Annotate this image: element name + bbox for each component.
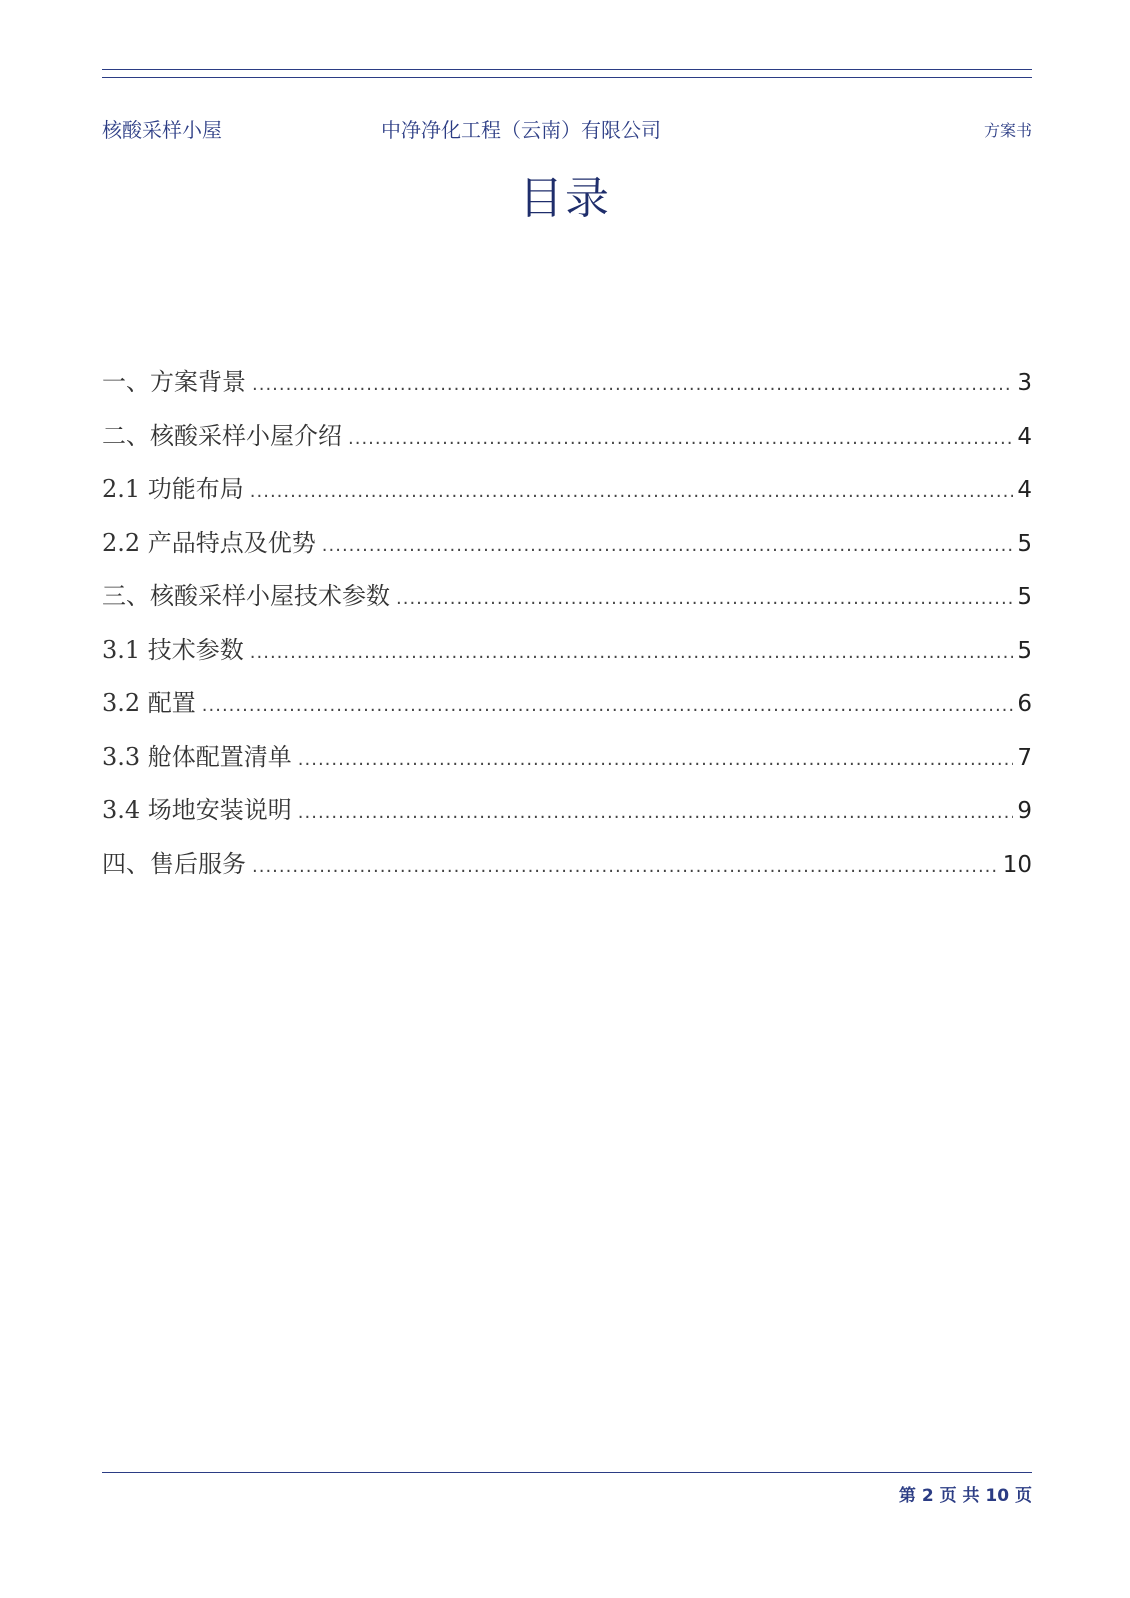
- table-of-contents: [102, 362, 1032, 897]
- toc-entry-7[interactable]: [102, 683, 1032, 737]
- toc-leader-dots: [252, 856, 999, 877]
- toc-entry-label: 2.2 产品特点及优势: [102, 528, 316, 557]
- toc-leader-dots: [298, 749, 1014, 770]
- header-company-name: 中净净化工程（云南）有限公司: [381, 118, 661, 142]
- toc-entry-label: 二、核酸采样小屋介绍: [102, 421, 342, 450]
- toc-entry-label: 一、方案背景: [102, 368, 246, 396]
- toc-entry-label: 3.2 配置: [102, 689, 196, 717]
- toc-leader-dots: [396, 588, 1013, 609]
- toc-entry-page: 5: [1017, 530, 1032, 557]
- toc-entry-2[interactable]: [102, 416, 1032, 470]
- toc-entry-1[interactable]: [102, 362, 1032, 416]
- toc-entry-page: 3: [1017, 370, 1032, 396]
- toc-leader-dots: [298, 802, 1014, 823]
- page-title: 目录: [519, 173, 611, 224]
- toc-entry-label: 3.4 场地安装说明: [102, 796, 292, 824]
- toc-entry-label: 2.1 功能布局: [102, 475, 244, 503]
- toc-entry-10[interactable]: [102, 844, 1032, 898]
- toc-leader-dots: [252, 374, 1013, 395]
- toc-leader-dots: [250, 642, 1014, 663]
- toc-entry-page: 7: [1017, 744, 1032, 771]
- header-left-title: 核酸采样小屋: [102, 118, 222, 142]
- toc-entry-label: 四、售后服务: [102, 849, 246, 878]
- toc-entry-label: 三、核酸采样小屋技术参数: [102, 582, 390, 610]
- header-doc-type: 方案书: [983, 121, 1032, 140]
- toc-leader-dots: [348, 428, 1013, 449]
- header-rule-bottom: [102, 77, 1032, 78]
- toc-entry-8[interactable]: [102, 737, 1032, 791]
- toc-entry-page: 5: [1017, 584, 1032, 610]
- toc-leader-dots: [202, 695, 1014, 716]
- toc-entry-6[interactable]: [102, 630, 1032, 684]
- footer-rule: [102, 1472, 1032, 1473]
- toc-leader-dots: [250, 481, 1014, 502]
- toc-entry-page: 5: [1017, 637, 1032, 664]
- toc-entry-page: 4: [1017, 477, 1032, 503]
- toc-entry-4[interactable]: [102, 523, 1032, 577]
- footer-page-number: 第 2 页 共 10 页: [898, 1486, 1032, 1506]
- toc-leader-dots: [322, 535, 1014, 556]
- toc-entry-label: 3.1 技术参数: [102, 635, 244, 664]
- toc-entry-page: 9: [1017, 798, 1032, 824]
- toc-entry-5[interactable]: [102, 576, 1032, 630]
- toc-entry-page: 10: [1002, 851, 1032, 878]
- toc-entry-page: 4: [1017, 423, 1032, 450]
- toc-entry-label: 3.3 舱体配置清单: [102, 742, 292, 771]
- toc-entry-9[interactable]: [102, 790, 1032, 844]
- header-rule-top: [102, 69, 1032, 70]
- toc-entry-page: 6: [1017, 691, 1032, 717]
- toc-entry-3[interactable]: [102, 469, 1032, 523]
